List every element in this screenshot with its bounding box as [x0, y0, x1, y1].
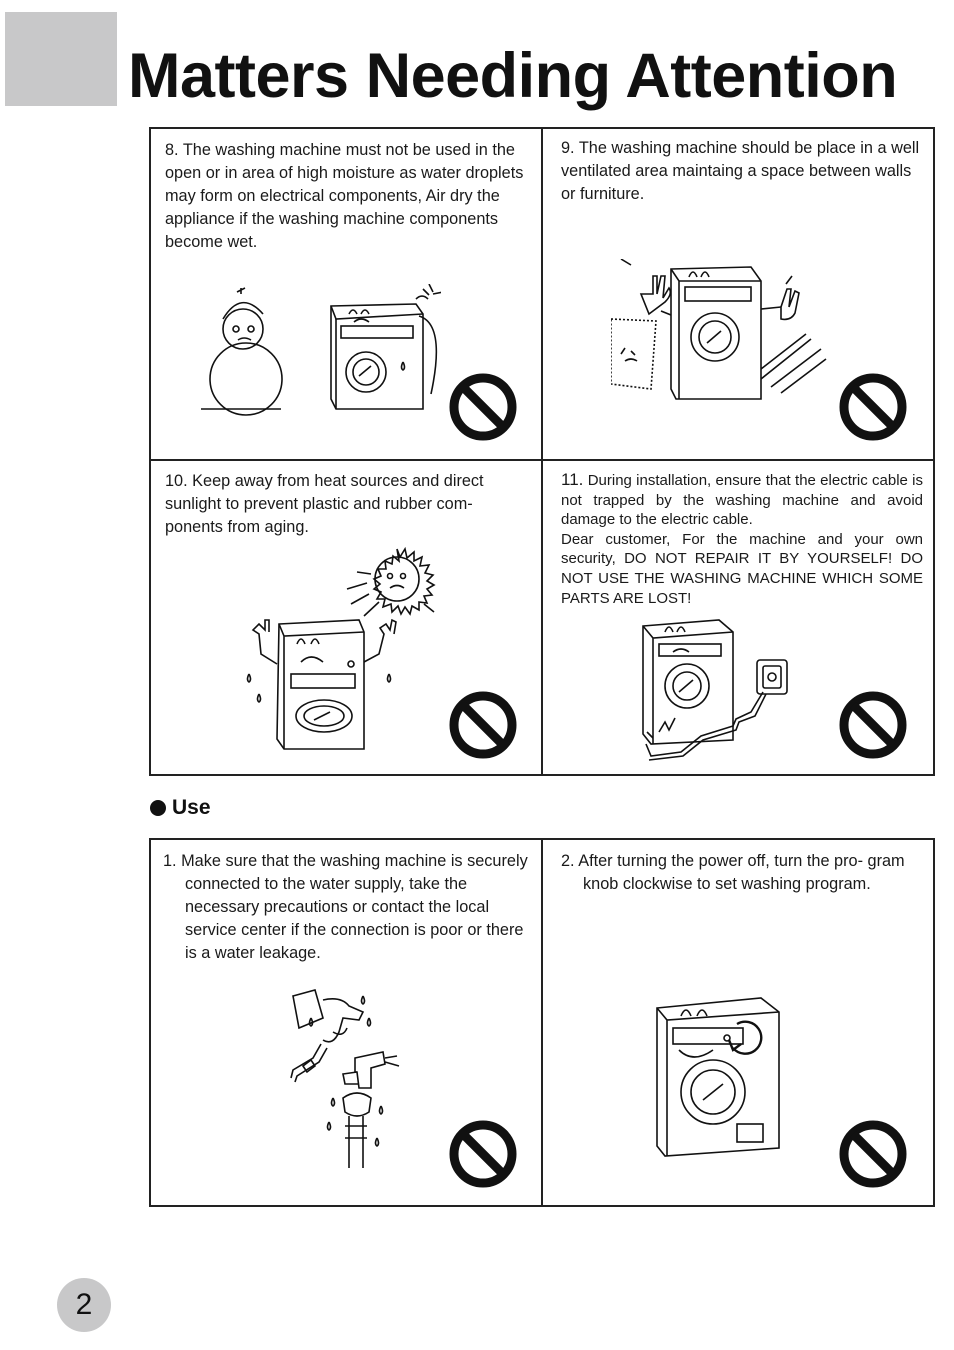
prohibition-icon: [837, 1118, 909, 1190]
use-item-2-text: 2. After turning the power off, turn the pro- gram knob clockwise to set washing program.: [561, 852, 905, 893]
use-item-1: [163, 850, 529, 965]
caution-11-text: 11. During installation, ensure that the electric cable is not trapped by the washing machine and avoid damage to the electric cable.: [561, 470, 924, 529]
prohibition-icon: [447, 1118, 519, 1190]
grid-divider-horizontal: [151, 459, 933, 461]
page-title: Matters Needing Attention: [128, 41, 898, 111]
caution-9: [561, 137, 923, 206]
washer-against-wall-icon: [611, 259, 831, 409]
prohibition-icon: [837, 371, 909, 443]
trapped-cable-icon: [641, 614, 801, 769]
use-section-label: Use: [172, 796, 211, 819]
page-number: 2: [57, 1278, 111, 1332]
sun-and-hot-washer-icon: [239, 544, 449, 754]
header-gray-block: [5, 12, 117, 106]
prohibition-icon: [447, 689, 519, 761]
caution-10-text: 10. Keep away from heat sources and direct sunlight to prevent plastic and rubber com- ponents from aging.: [165, 472, 484, 536]
snowman-and-wet-washer-icon: [201, 284, 441, 424]
grid-divider-vertical: [541, 129, 543, 774]
use-item-2: [561, 850, 923, 896]
caution-grid: [149, 127, 935, 776]
grid-divider-vertical: [541, 840, 543, 1205]
prohibition-icon: [837, 689, 909, 761]
prohibition-icon: [447, 371, 519, 443]
caution-11-warning: Dear customer, For the machine and your own security, DO NOT REPAIR IT BY YOURSELF! DO NOT USE THE WASHING MACHINE WHICH SOME PARTS ARE LOST!: [561, 530, 923, 607]
program-knob-icon: [651, 988, 791, 1163]
use-grid: [149, 838, 935, 1207]
caution-11: [561, 470, 923, 608]
caution-9-text: 9. The washing machine should be place in a well ventilated area maintaing a space between walls or furniture.: [561, 139, 920, 203]
use-item-1-text: 1. Make sure that the washing machine is securely connected to the water supply, take the necessary precautions or contact the local service center if the connection is poor or there is a water leakage.: [163, 852, 528, 962]
caution-8-text: 8. The washing machine must not be used in the open or in area of high moisture as water droplets may form on electrical components, Air dry the appliance if the washing machine components become wet.: [165, 141, 524, 251]
caution-10: [165, 470, 527, 539]
leaking-tap-icon: [273, 988, 413, 1173]
use-section-heading: [150, 796, 211, 820]
caution-8: [165, 139, 527, 254]
bullet-icon: [150, 800, 166, 816]
